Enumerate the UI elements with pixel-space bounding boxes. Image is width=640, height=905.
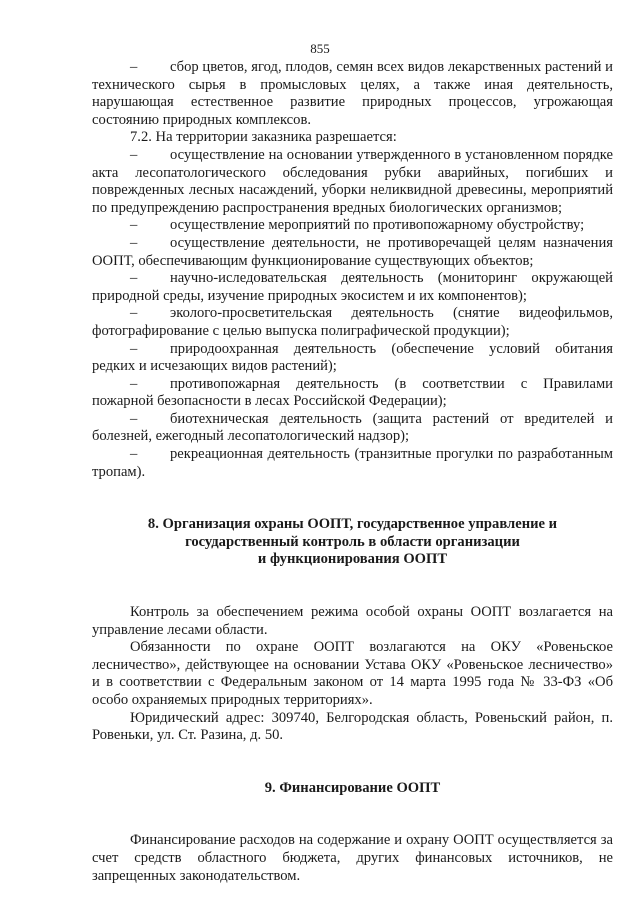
section8-heading-line: 8. Организация охраны ООПТ, государственное управление и [147,516,558,533]
section9-heading: 9. Финансирование ООПТ [264,779,441,796]
dash-marker: – [130,217,138,234]
section8-paragraph: Контроль за обеспечением режима особой охраны ООПТ возлагается на управление лесами области. [92,604,613,638]
section8-heading-line: государственный контроль в области организации [185,533,520,550]
dash-marker: – [130,375,138,392]
list-item-text: противопожарная деятельность (в соответствии с Правилами пожарной безопасности в лесах Российской Федерации); [92,375,613,410]
list-item [92,305,613,340]
list-item [92,217,613,235]
dash-marker: – [130,446,138,463]
list-item [92,411,613,446]
list-item-text: биотехническая деятельность (защита растений от вредителей и болезней, ежегодный лесопатологический надзор); [92,410,613,445]
section8-body [92,604,613,745]
list-item [92,446,613,481]
section8-paragraph: Юридический адрес: 309740, Белгородская область, Ровеньский район, п. Ровеньки, ул. Ст. Разина, д. 50. [92,709,613,744]
list-item-text: рекреационная деятельность (транзитные прогулки по разработанным тропам). [92,446,613,480]
section8-paragraph: Обязанности по охране ООПТ возлагаются на ОКУ «Ровеньское лесничество», действующее на основании Устава ОКУ «Ровеньское лесничество» и в соответствии с Федеральным законом от 14 марта 1995 года № 33-ФЗ «Об особо охраняемых природных территориях». [92,639,613,708]
section8-heading-line: и функционирования ООПТ [257,551,448,568]
dash-marker: – [130,59,138,75]
list-item-text: сбор цветов, ягод, плодов, семян всех видов лекарственных растений и технического сырья в промысловых целях, а также иная деятельность, нарушающая естественное развитие природных процессов, угрожающая состоянию природных комплексов. [92,59,613,128]
dash-marker: – [130,270,138,287]
document-body [92,59,613,885]
paragraph: 7.2. На территории заказника разрешается: [130,129,397,146]
list-item [92,341,613,376]
section9-paragraph: Финансирование расходов на содержание и охрану ООПТ осуществляется за счет средств областного бюджета, других финансовых источников, не запрещенных законодательством. [92,832,613,884]
section9-body [92,832,613,885]
dash-marker: – [130,234,138,251]
dash-marker: – [130,146,138,163]
list-item-text: природоохранная деятельность (обеспечение условий обитания редких и исчезающих видов растений); [92,340,613,375]
section7-list [92,59,613,481]
list-item-text: эколого-просветительская деятельность (снятие видеофильмов, фотографирование с целью выпуска полиграфической продукции); [92,305,613,339]
dash-marker: – [130,305,138,322]
list-item-text: осуществление на основании утвержденного в установленном порядке акта лесопатологического обследования рубки аварийных, погибших и поврежденных лесных насаждений, уборки неликвидной древесины, мероприятий по предупреждению распространения вредных биологических организмов; [92,146,613,216]
list-item [92,59,613,129]
dash-marker: – [130,340,138,357]
section8-heading [92,516,613,569]
list-item [92,376,613,411]
list-item [92,270,613,305]
list-item [92,147,613,217]
page-number: 855 [310,41,330,56]
list-item-text: осуществление мероприятий по противопожарному обустройству; [170,217,585,234]
list-item [92,235,613,270]
dash-marker: – [130,410,138,427]
list-item-text: осуществление деятельности, не противоречащей целям назначения ООПТ, обеспечивающим функционирование существующих объектов; [92,234,613,269]
list-item-text: научно-иследовательская деятельность (мониторинг окружающей природной среды, изучение природных экосистем и их компонентов); [92,270,613,304]
